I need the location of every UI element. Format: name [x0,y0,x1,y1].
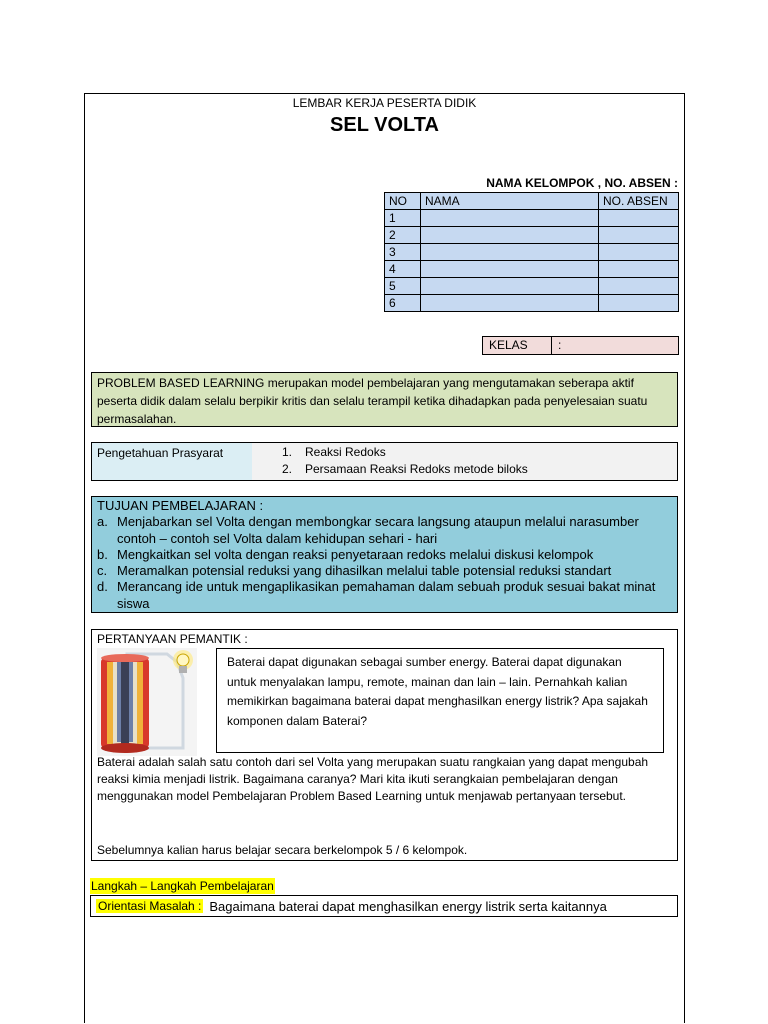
pemantik-note: Sebelumnya kalian harus belajar secara berkelompok 5 / 6 kelompok. [97,843,468,857]
tujuan-item-text: Meramalkan potensial reduksi yang dihasilkan melalui table potensial reduksi standart [117,563,612,579]
absen-cell[interactable] [599,295,679,312]
item-marker: a. [97,514,108,530]
item-marker: c. [97,563,108,579]
list-item [97,563,672,579]
orientasi-text: Bagaimana baterai dapat menghasilkan energy listrik serta kaitannya [209,898,607,914]
header-nama: NAMA [421,193,599,210]
kelas-field [482,336,679,355]
item-marker: b. [97,546,108,562]
list-item [97,579,672,612]
members-table [384,192,679,312]
table-row [385,295,679,312]
worksheet-subtitle: LEMBAR KERJA PESERTA DIDIK [292,96,477,110]
table-row [385,278,679,295]
row-no: 6 [385,295,421,312]
header-absen: NO. ABSEN [599,193,679,210]
absen-cell[interactable] [599,261,679,278]
table-header-row [385,193,679,210]
row-no: 5 [385,278,421,295]
question-box: Baterai dapat digunakan sebagai sumber energy. Baterai dapat digunakan untuk menyalakan lampu, remote, mainan dan lain – lain. Pernahkah kalian memikirkan bagaimana baterai dapat menghasilkan energy listrik? Apa sajakah komponen dalam Baterai? [216,648,664,753]
table-row [385,210,679,227]
tujuan-title: TUJUAN PEMBELAJARAN : [97,498,264,513]
tujuan-item-text: Mengkaitkan sel volta dengan reaksi penyetaraan redoks melalui diskusi kelompok [117,546,594,562]
name-cell[interactable] [421,261,599,278]
worksheet-title: SEL VOLTA [330,114,439,136]
name-cell[interactable] [421,295,599,312]
langkah-heading: Langkah – Langkah Pembelajaran [91,879,274,893]
pemantik-title: PERTANYAAN PEMANTIK : [97,632,248,646]
list-item: 2. Persamaan Reaksi Redoks metode biloks [282,462,528,476]
orientasi-row [90,895,678,917]
prasyarat-item-text: Reaksi Redoks [305,445,386,459]
pbl-description: PROBLEM BASED LEARNING merupakan model pembelajaran yang mengutamakan seberapa aktif peserta didik dalam selalu berpikir kritis dan selalu terampil ketika dihadapkan pada penyelesaian suatu permasalahan. [91,372,678,427]
prasyarat-list [252,443,528,480]
table-row [385,261,679,278]
row-no: 2 [385,227,421,244]
kelas-value[interactable]: : [558,338,562,352]
pemantik-box [91,629,678,861]
row-no: 3 [385,244,421,261]
absen-cell[interactable] [599,210,679,227]
item-marker: d. [97,579,108,595]
absen-cell[interactable] [599,278,679,295]
list-item: 1. Reaksi Redoks [282,445,386,459]
prasyarat-box [91,442,678,481]
absen-cell[interactable] [599,227,679,244]
tujuan-box [91,496,678,613]
prasyarat-item-text: Persamaan Reaksi Redoks metode biloks [305,462,528,476]
orientasi-label: Orientasi Masalah : [98,899,202,913]
battery-illustration [97,648,197,756]
list-item [97,514,672,547]
row-no: 4 [385,261,421,278]
table-row [385,244,679,261]
tujuan-item-text: Merancang ide untuk mengaplikasikan pemahaman dalam sebuah produk sesuai bakat minat siswa [117,579,656,611]
prasyarat-label: Pengetahuan Prasyarat [92,443,252,480]
name-cell[interactable] [421,278,599,295]
absen-cell[interactable] [599,244,679,261]
tujuan-item-text: Menjabarkan sel Volta dengan membongkar secara langsung ataupun melalui narasumber contoh – contoh sel Volta dalam kehidupan sehari - hari [117,514,639,546]
row-no: 1 [385,210,421,227]
table-row [385,227,679,244]
pemantik-paragraph: Baterai adalah salah satu contoh dari sel Volta yang merupakan suatu rangkaian yang dapat mengubah reaksi kimia menjadi listrik. Bagaimana caranya? Mari kita ikuti serangkaian pembelajaran dengan menggunakan model Pembelajaran Problem Based Learning untuk menjawab pertanyaan tersebut. [97,755,649,803]
list-item [97,547,672,563]
name-cell[interactable] [421,210,599,227]
group-label: NAMA KELOMPOK , NO. ABSEN : [486,176,678,190]
header-no: NO [385,193,421,210]
name-cell[interactable] [421,244,599,261]
kelas-label: KELAS [483,337,552,354]
name-cell[interactable] [421,227,599,244]
